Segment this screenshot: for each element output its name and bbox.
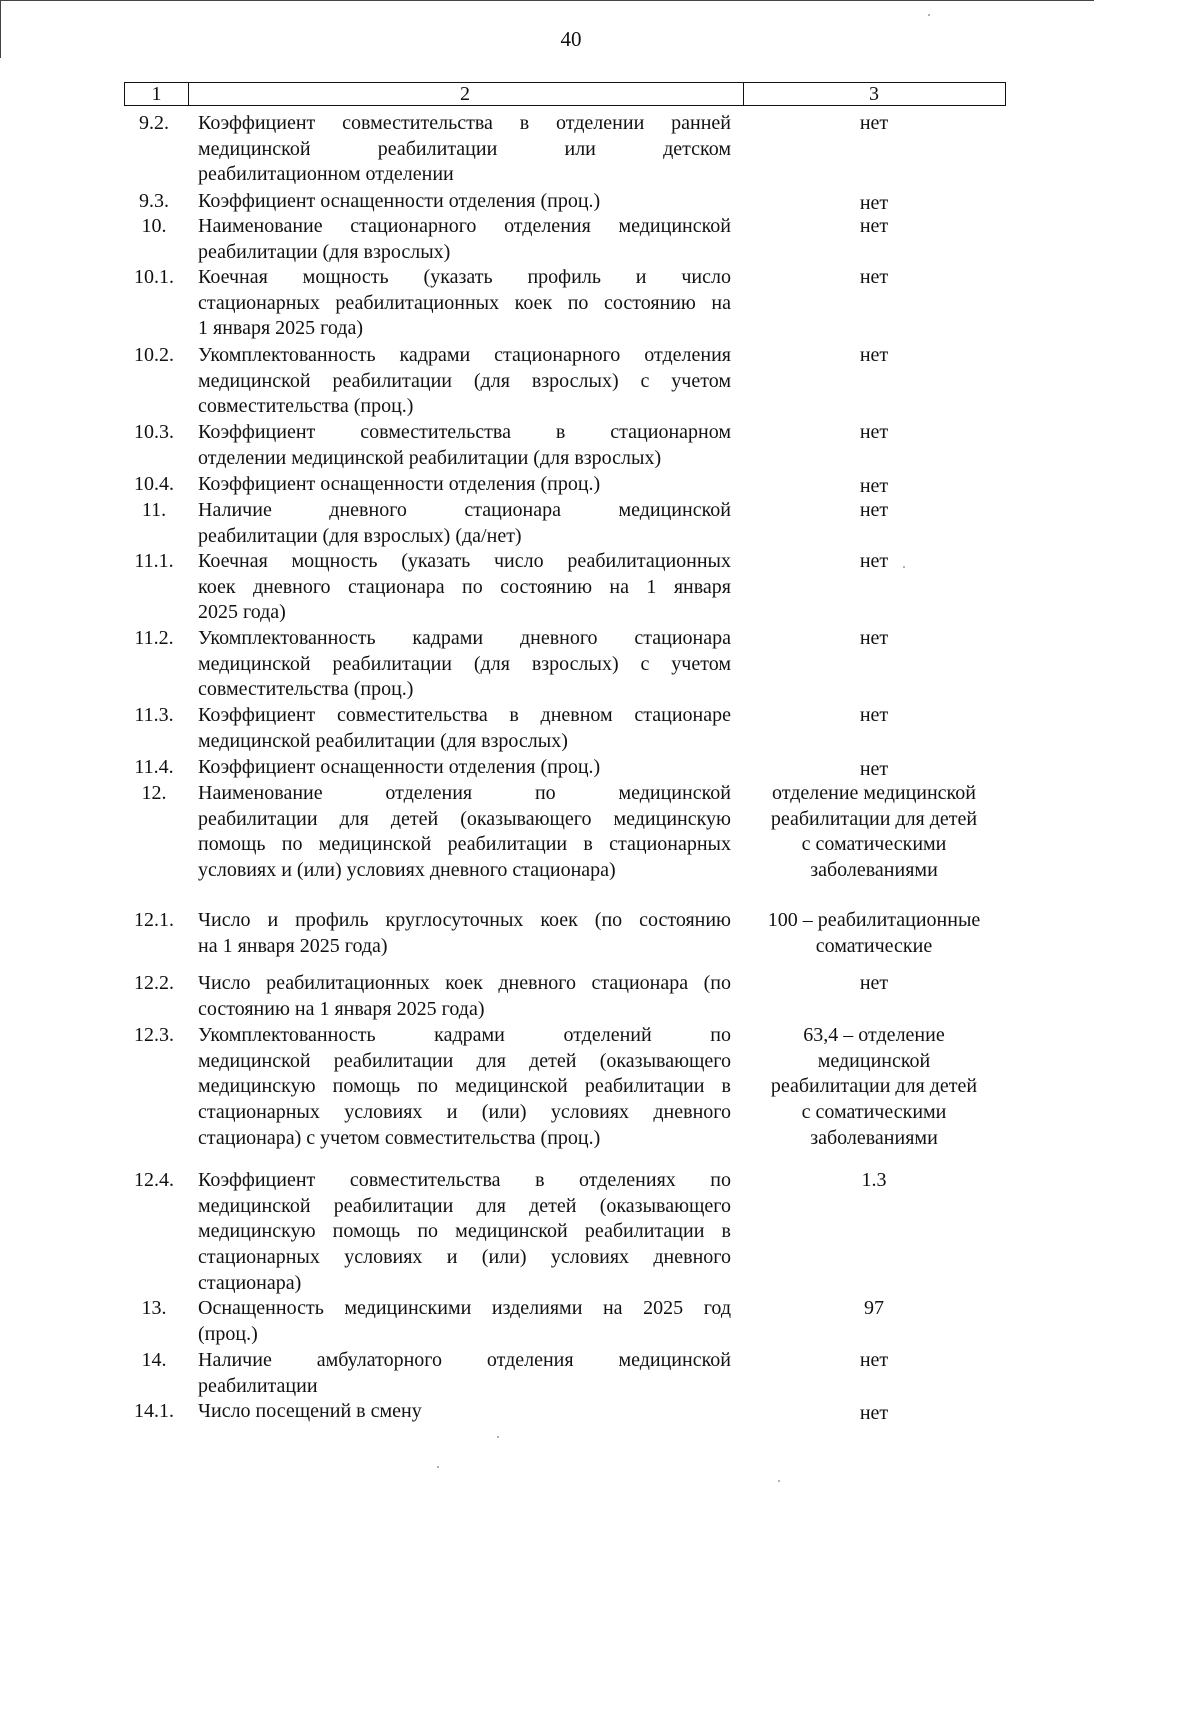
description-line: медицинской реабилитации (для взрослых) (198, 729, 568, 752)
row-number: 12. (141, 782, 167, 804)
description-line: Наименование отделения по медицинской (198, 782, 731, 804)
description-line: стационара) с учетом совместительства (проц.) (198, 1126, 601, 1149)
row-description (198, 498, 731, 549)
description-line: Коэффициент совместительства в стационарном (198, 421, 731, 443)
row-value (750, 703, 998, 729)
description-line: Коэффициент оснащенности отделения (проц.) (198, 756, 601, 778)
row-number: 12.3. (134, 1024, 174, 1046)
row-value (750, 781, 998, 884)
row-description (198, 703, 731, 754)
description-line: Оснащенность медицинскими изделиями на 2025 год (198, 1297, 731, 1319)
row-value (750, 1023, 998, 1152)
row-number: 10.3. (134, 421, 174, 443)
value-line: нет (859, 475, 889, 497)
description-line: Число и профиль круглосуточных коек (по состоянию (198, 909, 731, 931)
row-value (750, 549, 998, 575)
description-line: Коэффициент совместительства в отделениях по (198, 1169, 731, 1191)
row-number: 12.2. (134, 972, 174, 994)
value-line: нет (859, 266, 889, 288)
value-line: медицинской (817, 1049, 931, 1072)
description-line: реабилитации (для взрослых) (да/нет) (198, 524, 522, 547)
description-line: Коэффициент совместительства в отделении ранней (198, 112, 731, 134)
row-description (198, 265, 731, 342)
description-line: Укомплектованность кадрами отделений по (198, 1024, 731, 1046)
description-line: Коечная мощность (указать профиль и число (198, 266, 731, 288)
row-description (198, 1348, 731, 1399)
row-description (198, 549, 731, 626)
row-number: 11.1. (134, 550, 174, 572)
description-line: отделении медицинской реабилитации (для взрослых) (198, 446, 662, 469)
row-description (198, 111, 731, 188)
row-description (198, 781, 731, 884)
row-value (750, 420, 998, 446)
value-line: нет (859, 215, 889, 237)
value-line: 63,4 – отделение (803, 1024, 945, 1046)
description-line: медицинскую помощь по медицинской реабилитации в (198, 1075, 731, 1098)
column-header-2: 2 (187, 82, 744, 106)
row-number: 10.4. (134, 473, 174, 495)
row-number: 11.3. (134, 704, 174, 726)
value-line: нет (859, 421, 889, 443)
description-line: Наличие амбулаторного отделения медицинской (198, 1349, 731, 1371)
row-description (198, 755, 731, 781)
row-description (198, 214, 731, 265)
description-line: стационара) (198, 1271, 302, 1294)
scan-speck (497, 1436, 499, 1438)
description-line: медицинской реабилитации для детей (оказывающего (198, 1194, 731, 1217)
row-value (750, 1168, 998, 1194)
description-line: состоянию на 1 января 2025 года) (198, 997, 485, 1020)
row-value (750, 626, 998, 652)
row-number: 11. (141, 499, 167, 521)
value-line: нет (859, 550, 889, 572)
row-value (750, 214, 998, 240)
description-line: реабилитации (198, 1374, 318, 1397)
value-line: нет (859, 499, 889, 521)
description-line: реабилитации (для взрослых) (198, 240, 451, 263)
row-value (750, 191, 998, 217)
description-line: реабилитации для детей (оказывающего медицинскую (198, 807, 731, 830)
scan-speck (903, 566, 905, 568)
value-line: нет (859, 1402, 889, 1424)
description-line: 1 января 2025 года) (198, 317, 363, 340)
row-value (750, 111, 998, 137)
description-line: Наименование стационарного отделения медицинской (198, 215, 731, 237)
row-value (750, 908, 998, 959)
row-value (750, 757, 998, 783)
row-value (750, 474, 998, 500)
description-line: Число посещений в смену (198, 1400, 422, 1422)
row-description (198, 1023, 731, 1152)
value-line: 97 (864, 1297, 884, 1319)
row-value (750, 1348, 998, 1374)
row-number: 10. (141, 215, 167, 237)
description-line: Коечная мощность (указать число реабилитационных (198, 550, 731, 572)
description-line: медицинской реабилитации (для взрослых) с учетом (198, 369, 731, 392)
description-line: медицинской реабилитации (для взрослых) с учетом (198, 652, 731, 675)
row-description (198, 1168, 731, 1297)
scan-speck (928, 14, 930, 16)
row-description (198, 472, 731, 498)
description-line: 2025 года) (198, 601, 286, 624)
description-line: помощь по медицинской реабилитации в стационарных (198, 833, 731, 856)
value-line: отделение медицинской (772, 782, 976, 804)
description-line: совместительства (проц.) (198, 395, 414, 418)
row-number: 11.2. (134, 627, 174, 649)
row-number: 10.2. (134, 344, 174, 366)
value-line: реабилитации для детей (770, 1075, 978, 1098)
page-number: 40 (560, 27, 582, 51)
value-line: 1.3 (861, 1169, 887, 1191)
description-line: Число реабилитационных коек дневного стационара (по (198, 972, 731, 994)
value-line: нет (859, 627, 889, 649)
row-number: 12.1. (134, 909, 174, 931)
value-line: с соматическими (801, 833, 947, 856)
row-description (198, 626, 731, 703)
description-line: стационарных условиях и (или) условиях дневного (198, 1101, 731, 1124)
value-line: нет (859, 758, 889, 780)
row-description (198, 971, 731, 1022)
row-value (750, 343, 998, 369)
description-line: Коэффициент оснащенности отделения (проц.) (198, 473, 601, 495)
row-description (198, 189, 731, 215)
value-line: нет (859, 112, 889, 134)
value-line: нет (859, 344, 889, 366)
description-line: Коэффициент совместительства в дневном стационаре (198, 704, 731, 726)
description-line: реабилитационном отделении (198, 163, 454, 186)
table-header (124, 82, 1006, 106)
row-value (750, 971, 998, 997)
row-number: 10.1. (134, 266, 174, 288)
description-line: (проц.) (198, 1322, 258, 1345)
row-number: 13. (141, 1297, 167, 1319)
row-number: 14.1. (134, 1400, 174, 1422)
description-line: Укомплектованность кадрами дневного стационара (198, 627, 731, 649)
description-line: медицинской реабилитации для детей (оказывающего (198, 1049, 731, 1072)
value-line: нет (859, 704, 889, 726)
row-description (198, 343, 731, 420)
row-description (198, 1296, 731, 1347)
value-line: нет (859, 972, 889, 994)
value-line: заболеваниями (810, 1126, 938, 1149)
row-number: 9.3. (139, 190, 169, 212)
value-line: нет (859, 1349, 889, 1371)
row-value (750, 265, 998, 291)
row-number: 11.4. (134, 756, 174, 778)
row-description (198, 908, 731, 959)
description-line: Коэффициент оснащенности отделения (проц.) (198, 190, 601, 212)
description-line: на 1 января 2025 года) (198, 934, 388, 957)
description-line: Укомплектованность кадрами стационарного отделения (198, 344, 731, 366)
description-line: стационарных реабилитационных коек по состоянию на (198, 291, 731, 314)
description-line: медицинской реабилитации или детском (198, 137, 731, 160)
description-line: медицинскую помощь по медицинской реабилитации в (198, 1220, 731, 1243)
column-header-1: 1 (124, 82, 189, 106)
value-line: заболеваниями (810, 859, 938, 882)
row-number: 9.2. (139, 112, 169, 134)
row-number: 12.4. (134, 1169, 174, 1191)
scan-speck (778, 1480, 780, 1482)
description-line: коек дневного стационара по состоянию на 1 января (198, 575, 731, 598)
description-line: условиях и (или) условиях дневного стационара) (198, 859, 616, 882)
description-line: Наличие дневного стационара медицинской (198, 499, 731, 521)
row-description (198, 1399, 731, 1425)
description-line: стационарных условиях и (или) условиях дневного (198, 1246, 731, 1269)
value-line: нет (859, 192, 889, 214)
value-line: соматические (815, 934, 933, 957)
row-description (198, 420, 731, 471)
scan-speck (437, 1466, 439, 1468)
row-value (750, 498, 998, 524)
scan-edge-top (0, 0, 1094, 1)
value-line: 100 – реабилитационные (767, 909, 981, 931)
row-value (750, 1296, 998, 1322)
description-line: совместительства (проц.) (198, 678, 414, 701)
column-header-3: 3 (743, 82, 1006, 106)
row-value (750, 1401, 998, 1427)
value-line: реабилитации для детей (770, 807, 978, 830)
value-line: с соматическими (801, 1101, 947, 1124)
row-number: 14. (141, 1349, 167, 1371)
